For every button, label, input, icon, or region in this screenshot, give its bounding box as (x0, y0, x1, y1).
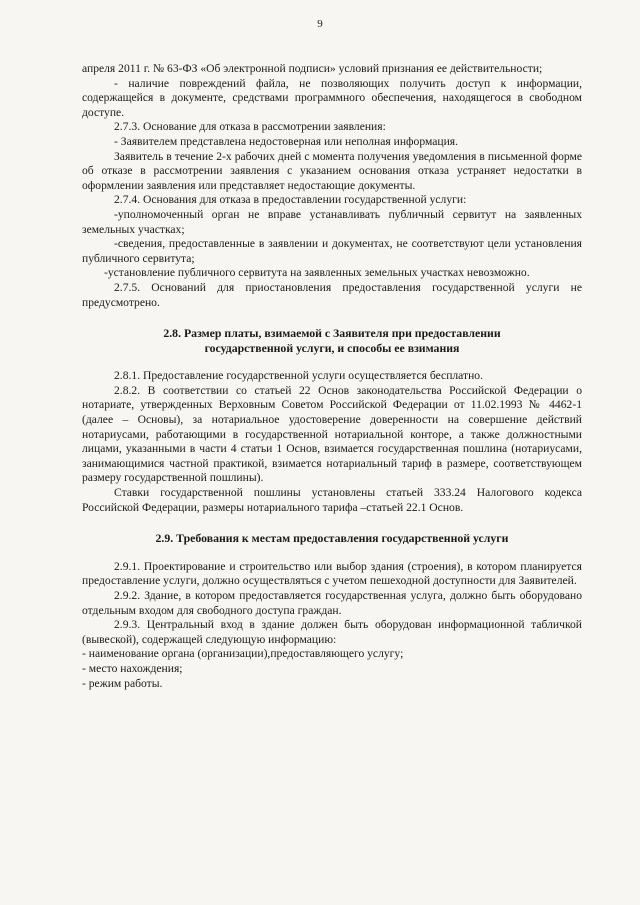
paragraph: 2.9.2. Здание, в котором предоставляется государственная услуга, должно быть оборудовано отдельным входом для свободного доступа граждан. (82, 589, 582, 617)
paragraph: -уполномоченный орган не вправе устанавливать публичный сервитут на заявленных земельных участках; (82, 207, 582, 236)
section-heading: 2.8. Размер платы, взимаемой с Заявителя при предоставлении (163, 326, 501, 341)
spacer (82, 546, 582, 560)
paragraph: - наименование органа (организации),предоставляющего услугу; (82, 647, 404, 661)
paragraph: 2.7.3. Основание для отказа в рассмотрении заявления: (114, 120, 386, 134)
paragraph: 2.8.1. Предоставление государственной услуги осуществляется бесплатно. (114, 369, 483, 383)
paragraph: - режим работы. (82, 676, 163, 690)
paragraph: Ставки государственной пошлины установлены статьей 333.24 Налогового кодекса Российской Федерации, размеры нотариального тарифа –статьей 22.1 Основ. (82, 486, 582, 514)
section-heading: 2.9. Требования к местам предоставления государственной услуги (155, 531, 509, 546)
paragraph: 2.9.3. Центральный вход в здание должен быть оборудован информационной табличкой (вывеской), содержащей следующую информацию: (82, 618, 582, 646)
paragraph: Заявитель в течение 2-х рабочих дней с момента получения уведомления в письменной форме об отказе в рассмотрении заявления с указанием основания отказа устраняет недостатки в оформлении заявления или представляет недостающие документы. (82, 149, 582, 192)
paragraph: -сведения, предоставленные в заявлении и документах, не соответствуют цели установления публичного сервитута; (82, 237, 582, 265)
paragraph: - наличие повреждений файла, не позволяющих получить доступ к информации, содержащейся в документе, средствами программного обеспечения, находящегося в свободном доступе. (82, 76, 582, 119)
section-heading: государственной услуги, и способы ее взимания (204, 340, 460, 355)
paragraph: апреля 2011 г. № 63-ФЗ «Об электронной подписи» условий признания ее действительности; (82, 62, 543, 75)
spacer (82, 355, 582, 369)
paragraph: - Заявителем представлена недостоверная или неполная информация. (114, 134, 459, 148)
page-number: 9 (317, 18, 323, 30)
paragraph: 2.7.5. Оснований для приостановления предоставления государственной услуги не предусмотрено. (82, 280, 582, 309)
paragraph: 2.8.2. В соответствии со статьей 22 Основ законодательства Российской Федерации о нотариате, утвержденных Верховным Советом Российской Федерации от 11.02.1993 № 4462-1 (далее – Основы), за нотариальное удостоверение доверенности на совершение действий нотариусами, работающими в государственной нотариальной конторе, а также должностными лицами, указанными в части 4 статьи 1 Основ, взимается государственная пошлина (нотариусами, занимающимися частной практикой, взимается нотариальный тариф в размере, соответствующем размеру государственной пошлины). (82, 383, 582, 485)
document-body (82, 62, 582, 691)
paragraph: -установление публичного сервитута на заявленных земельных участках невозможно. (104, 266, 530, 280)
paragraph: 2.7.4. Основания для отказа в предоставлении государственной услуги: (114, 193, 467, 207)
spacer (82, 515, 582, 531)
paragraph: - место нахождения; (82, 661, 183, 675)
spacer (82, 310, 582, 326)
paragraph: 2.9.1. Проектирование и строительство или выбор здания (строения), в котором планируется предоставление услуги, должно осуществляться с учетом пешеходной доступности для Заявителей. (82, 559, 582, 588)
